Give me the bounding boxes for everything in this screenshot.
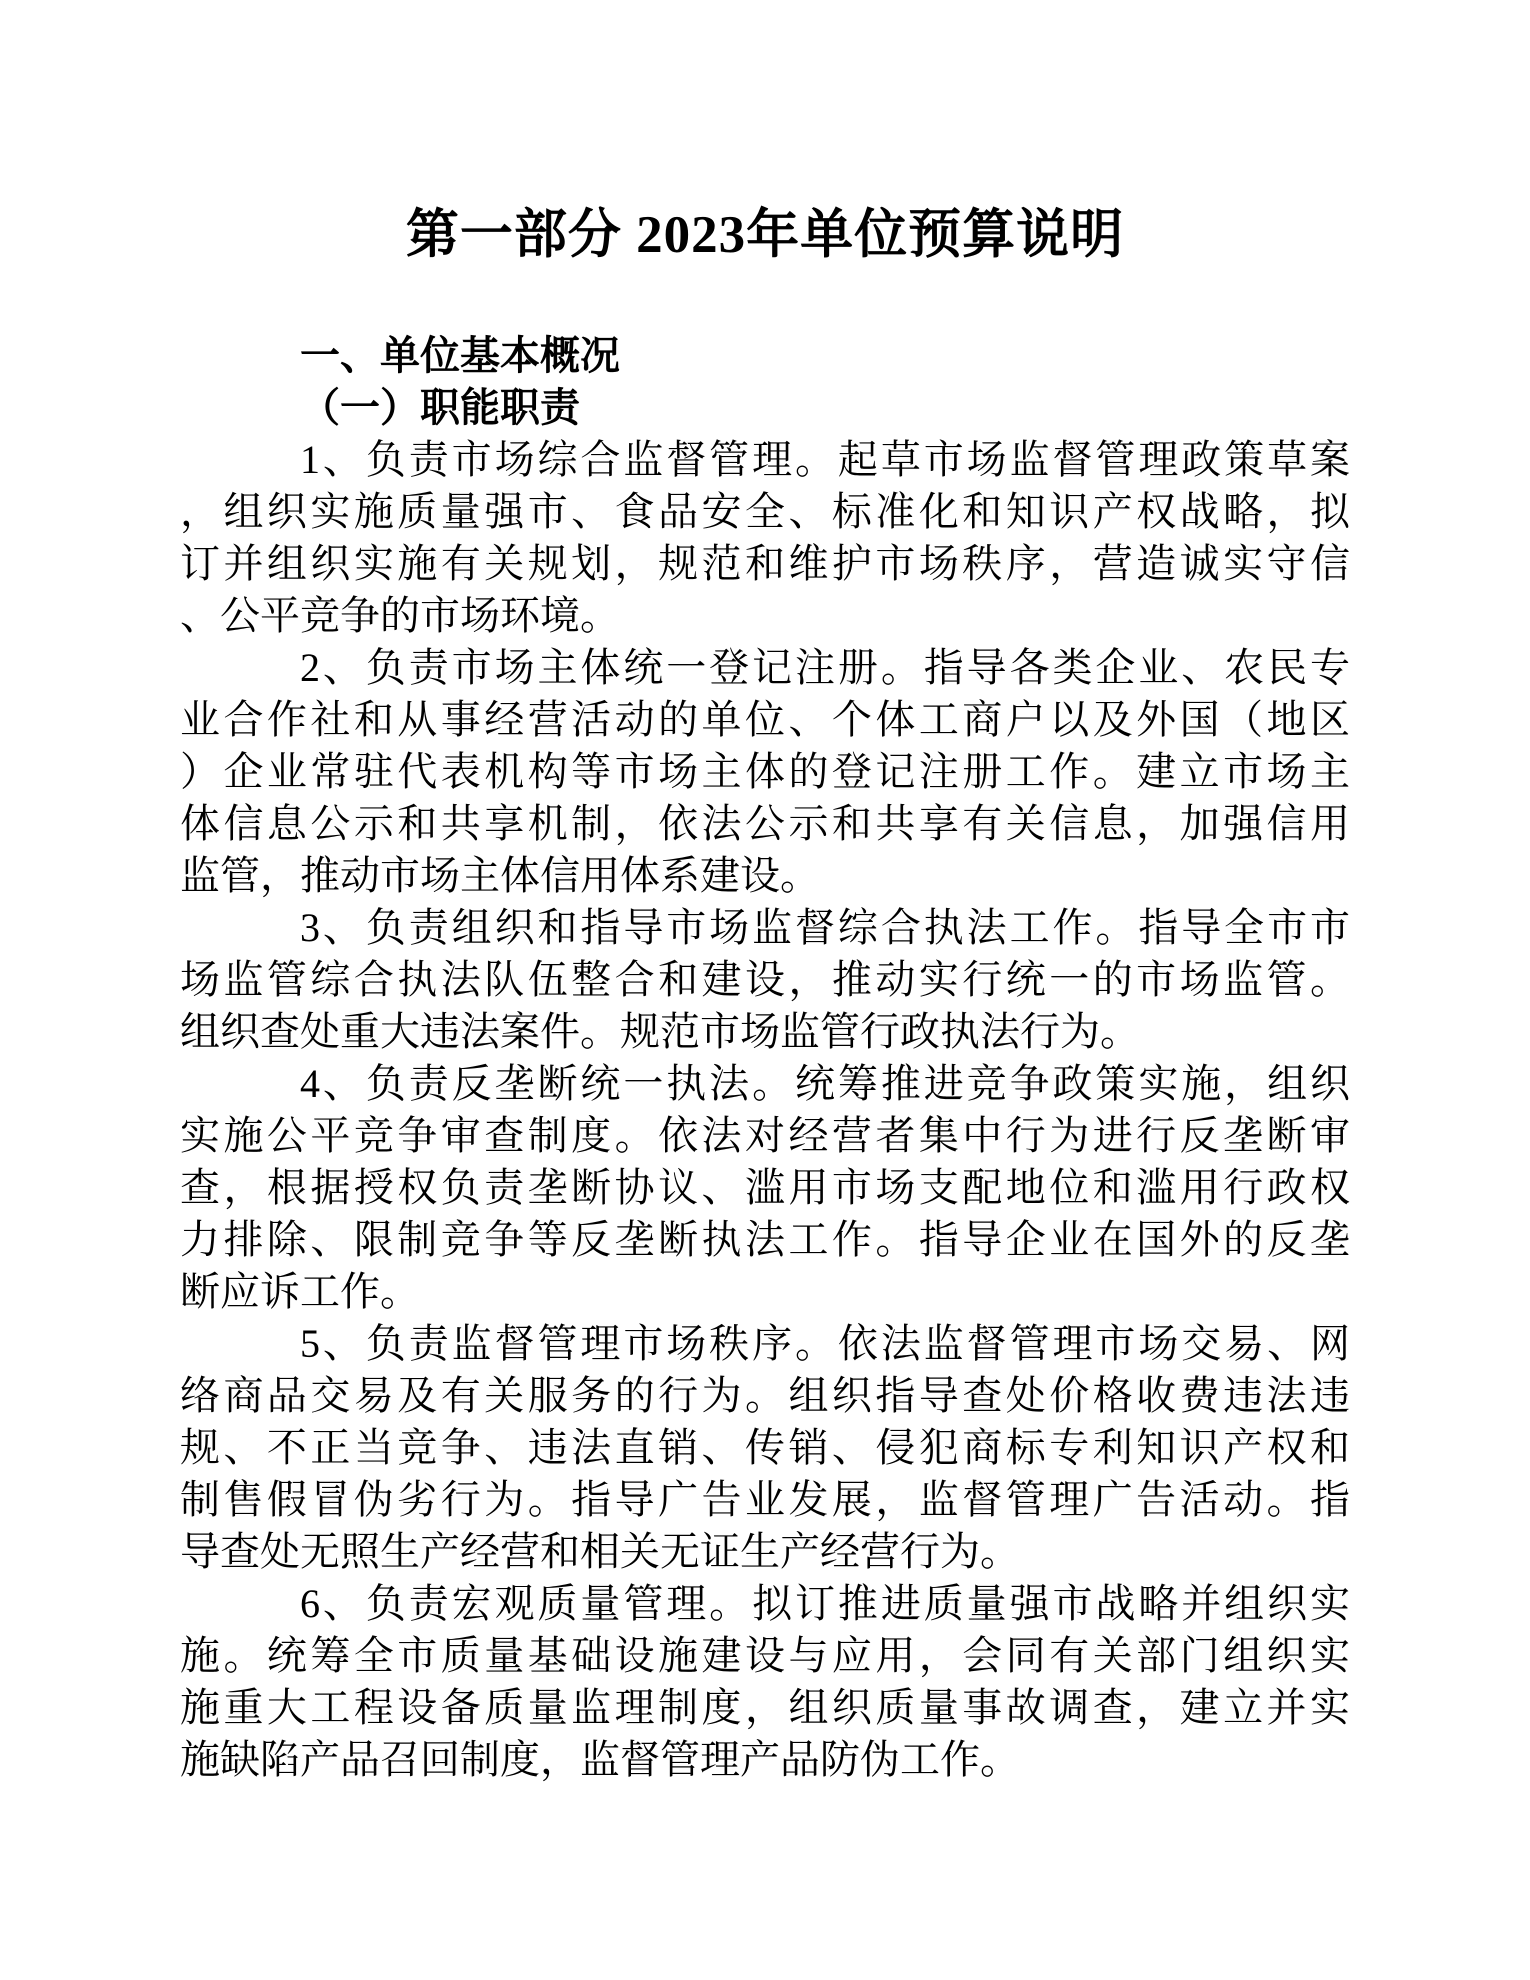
paragraph-line: 查，根据授权负责垄断协议、滥用市场支配地位和滥用行政权 <box>180 1165 1350 1210</box>
paragraph-line: 3、负责组织和指导市场监督综合执法工作。指导全市市 <box>300 905 1350 950</box>
section-heading-2: （一）职能职责 <box>300 385 580 430</box>
paragraph-line: 制售假冒伪劣行为。指导广告业发展，监督管理广告活动。指 <box>180 1477 1350 1522</box>
paragraph-line: 5、负责监督管理市场秩序。依法监督管理市场交易、网 <box>300 1321 1350 1366</box>
paragraph-line: 2、负责市场主体统一登记注册。指导各类企业、农民专 <box>300 645 1350 690</box>
paragraph-line: 导查处无照生产经营和相关无证生产经营行为。 <box>180 1529 1020 1574</box>
paragraph-line: 、公平竞争的市场环境。 <box>180 593 620 638</box>
section-heading-1: 一、单位基本概况 <box>300 333 620 378</box>
paragraph-line: 施。统筹全市质量基础设施建设与应用，会同有关部门组织实 <box>180 1633 1350 1678</box>
paragraph-line: 施缺陷产品召回制度，监督管理产品防伪工作。 <box>180 1737 1020 1782</box>
paragraph-line: 施重大工程设备质量监理制度，组织质量事故调查，建立并实 <box>180 1685 1350 1730</box>
paragraph-line: 组织查处重大违法案件。规范市场监管行政执法行为。 <box>180 1009 1140 1054</box>
paragraph-line: ）企业常驻代表机构等市场主体的登记注册工作。建立市场主 <box>180 749 1350 794</box>
paragraph-line: 1、负责市场综合监督管理。起草市场监督管理政策草案 <box>300 437 1350 482</box>
document-body <box>180 330 1350 1786</box>
paragraph-line: 4、负责反垄断统一执法。统筹推进竞争政策实施，组织 <box>300 1061 1350 1106</box>
paragraph-line: 业合作社和从事经营活动的单位、个体工商户以及外国（地区 <box>180 697 1350 742</box>
paragraph-line: 实施公平竞争审查制度。依法对经营者集中行为进行反垄断审 <box>180 1113 1350 1158</box>
paragraph-line: 6、负责宏观质量管理。拟订推进质量强市战略并组织实 <box>300 1581 1350 1626</box>
paragraph-line: 络商品交易及有关服务的行为。组织指导查处价格收费违法违 <box>180 1373 1350 1418</box>
paragraph-line: ，组织实施质量强市、食品安全、标准化和知识产权战略，拟 <box>180 489 1350 534</box>
paragraph-line: 规、不正当竞争、违法直销、传销、侵犯商标专利知识产权和 <box>180 1425 1350 1470</box>
paragraph-line: 体信息公示和共享机制，依法公示和共享有关信息，加强信用 <box>180 801 1350 846</box>
paragraph-line: 力排除、限制竞争等反垄断执法工作。指导企业在国外的反垄 <box>180 1217 1350 1262</box>
paragraph-line: 监管，推动市场主体信用体系建设。 <box>180 853 820 898</box>
paragraph-line: 订并组织实施有关规划，规范和维护市场秩序，营造诚实守信 <box>180 541 1350 586</box>
document-title: 第一部分 2023年单位预算说明 <box>405 206 1125 264</box>
paragraph-line: 场监管综合执法队伍整合和建设，推动实行统一的市场监管。 <box>180 957 1350 1002</box>
paragraph-line: 断应诉工作。 <box>180 1269 420 1314</box>
